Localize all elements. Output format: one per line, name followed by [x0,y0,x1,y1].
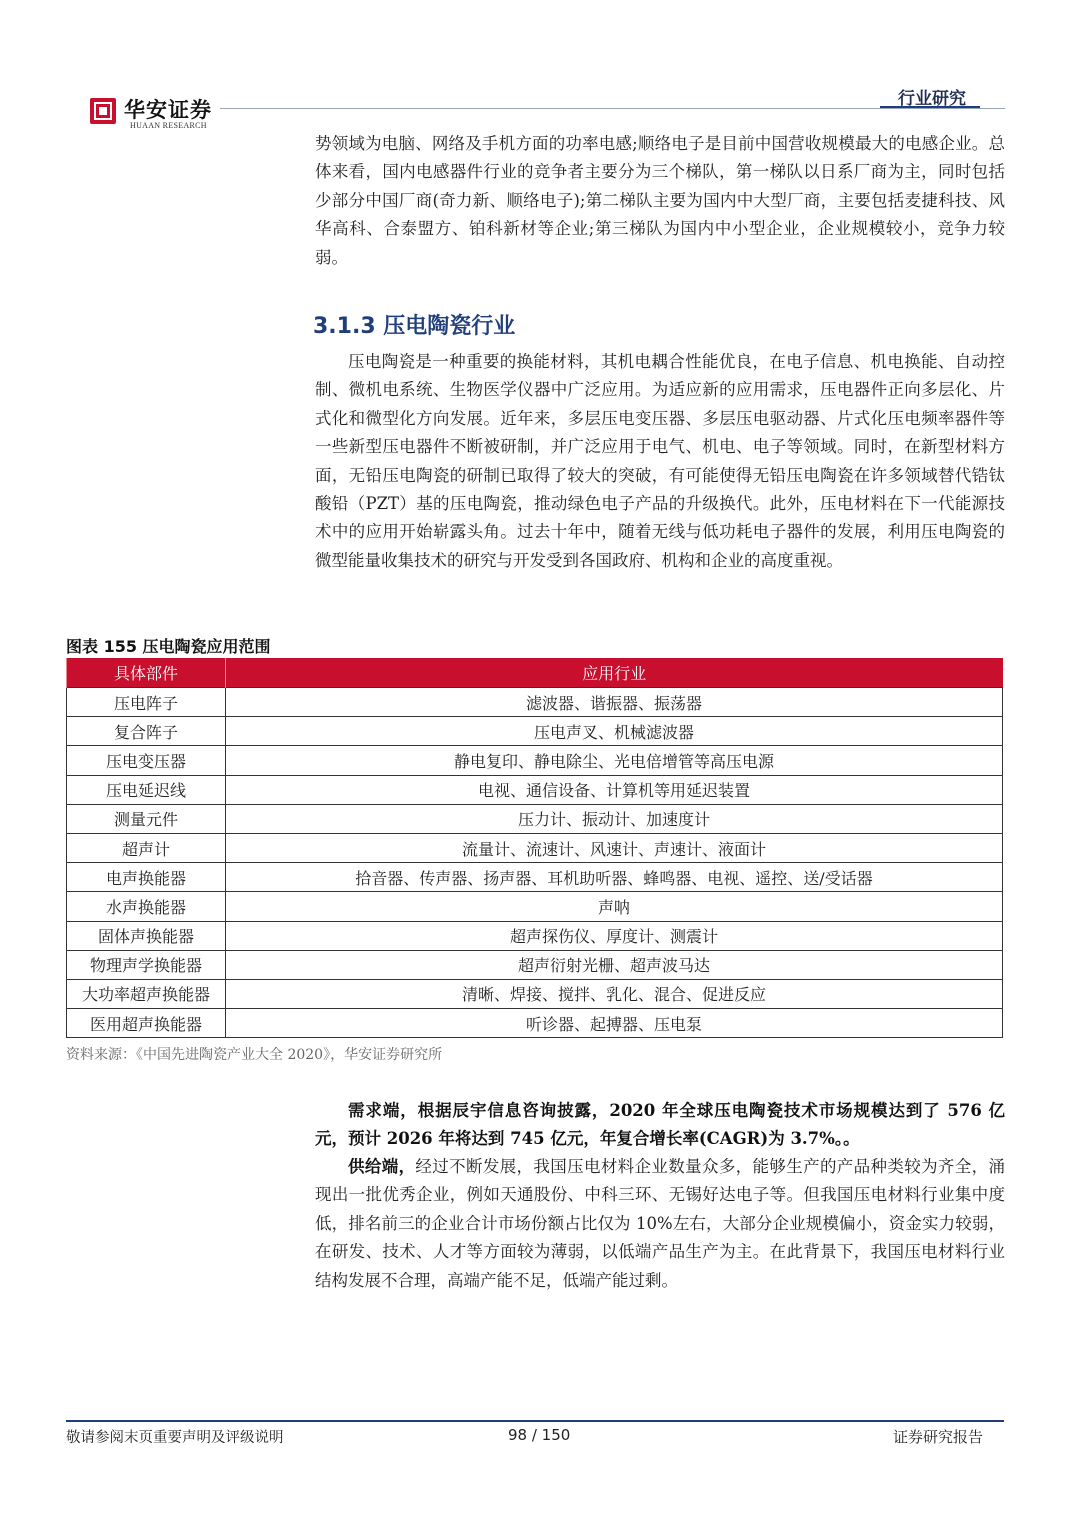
logo-icon [90,98,116,124]
table-row [67,892,1003,921]
footer-disclaimer: 敬请参阅末页重要声明及评级说明 [66,1430,284,1446]
table-source: 资料来源：《中国先进陶瓷产业大全 2020》，华安证券研究所 [66,1047,443,1063]
table-cell-component: 压电延迟线 [67,775,226,804]
table-row [67,921,1003,950]
table-cell-component: 水声换能器 [67,892,226,921]
demand-text: 需求端，根据辰宇信息咨询披露，2020 年全球压电陶瓷技术市场规模达到了 576 亿元，预计 2026 年将达到 745 亿元，年复合增长率(CAGR)为 3.7%。。 [315,1101,1005,1149]
intro-paragraph [315,130,1005,272]
application-table [66,658,1003,1038]
table-cell-industry: 声呐 [226,892,1003,921]
table-cell-component: 大功率超声换能器 [67,979,226,1008]
table-cell-component: 固体声换能器 [67,921,226,950]
table-cell-industry: 流量计、流速计、风速计、声速计、液面计 [226,833,1003,862]
table-cell-component: 测量元件 [67,804,226,833]
table-row [67,688,1003,717]
logo-subtext: HUAAN RESEARCH [130,121,207,130]
table-cell-industry: 听诊器、起搏器、压电泵 [226,1009,1003,1038]
supply-text: 经过不断发展，我国压电材料企业数量众多，能够生产的产品种类较为齐全，涌现出一批优秀企业，例如天通股份、中科三环、无锡好达电子等。但我国压电材料行业集中度低，排名前三的企业合计市场份额占比仅为 10%左右，大部分企业规模偏小，资金实力较弱，在研发、技术、人才等方面较为薄弱，以低端产品生产为主。在此背景下，我国压电材料行业结构发展不合理，高端产能不足，低端产能过剩。 [315,1157,1006,1290]
table-header-component: 具体部件 [67,658,226,688]
table-header-industry: 应用行业 [226,658,1003,688]
demand-paragraph [315,1097,1005,1154]
table-body [67,688,1003,1038]
table-row [67,979,1003,1008]
supply-label: 供给端， [348,1157,416,1176]
table-cell-industry: 静电复印、静电除尘、光电倍增管等高压电源 [226,746,1003,775]
logo-text: 华安证券 [124,97,212,122]
section-paragraph [315,348,1005,575]
table-cell-industry: 滤波器、谐振器、振荡器 [226,688,1003,717]
table-cell-industry: 超声探伤仪、厚度计、测震计 [226,921,1003,950]
table-row [67,775,1003,804]
table-header-row [67,658,1003,688]
table-row [67,746,1003,775]
table-cell-industry: 压电声叉、机械滤波器 [226,717,1003,746]
header-divider [220,108,1005,109]
table-cell-component: 电声换能器 [67,863,226,892]
table-row [67,1009,1003,1038]
section-label: 行业研究 [898,89,966,109]
supply-paragraph [315,1153,1005,1295]
table-cell-industry: 拾音器、传声器、扬声器、耳机助听器、蜂鸣器、电视、遥控、送/受话器 [226,863,1003,892]
table-cell-component: 复合阵子 [67,717,226,746]
page-number: 98 / 150 [508,1426,571,1444]
table-cell-component: 医用超声换能器 [67,1009,226,1038]
table-row [67,833,1003,862]
table-row [67,863,1003,892]
table-cell-component: 压电阵子 [67,688,226,717]
table-cell-component: 压电变压器 [67,746,226,775]
table-cell-industry: 超声衍射光栅、超声波马达 [226,950,1003,979]
table-row [67,804,1003,833]
intro-text: 势领域为电脑、网络及手机方面的功率电感;顺络电子是目前中国营收规模最大的电感企业。总体来看，国内电感器件行业的竞争者主要分为三个梯队，第一梯队以日系厂商为主，同时包括少部分中国厂商(奇力新、顺络电子);第二梯队主要为国内中大型厂商，主要包括麦捷科技、风华高科、合泰盟方、铂科新材等企业;第三梯队为国内中小型企业，企业规模较小，竞争力较弱。 [315,134,1005,267]
section-heading: 3.1.3 压电陶瓷行业 [313,314,516,339]
table-cell-industry: 电视、通信设备、计算机等用延迟装置 [226,775,1003,804]
table-title: 图表 155 压电陶瓷应用范围 [66,637,271,656]
section-text: 压电陶瓷是一种重要的换能材料，其机电耦合性能优良，在电子信息、机电换能、自动控制、微机电系统、生物医学仪器中广泛应用。为适应新的应用需求，压电器件正向多层化、片式化和微型化方向发展。近年来，多层压电变压器、多层压电驱动器、片式化压电频率器件等一些新型压电器件不断被研制，并广泛应用于电气、机电、电子等领域。同时，在新型材料方面，无铅压电陶瓷的研制已取得了较大的突破，有可能使得无铅压电陶瓷在许多领域替代锆钛酸铅（PZT）基的压电陶瓷，推动绿色电子产品的升级换代。此外，压电材料在下一代能源技术中的应用开始崭露头角。过去十年中，随着无线与低功耗电子器件的发展，利用压电陶瓷的微型能量收集技术的研究与开发受到各国政府、机构和企业的高度重视。 [315,352,1005,570]
table-row [67,717,1003,746]
table-cell-industry: 清晰、焊接、搅拌、乳化、混合、促进反应 [226,979,1003,1008]
table-row [67,950,1003,979]
table-cell-component: 物理声学换能器 [67,950,226,979]
table-cell-industry: 压力计、振动计、加速度计 [226,804,1003,833]
footer-report-type: 证券研究报告 [893,1428,984,1446]
footer-divider [66,1420,1004,1422]
table-cell-component: 超声计 [67,833,226,862]
